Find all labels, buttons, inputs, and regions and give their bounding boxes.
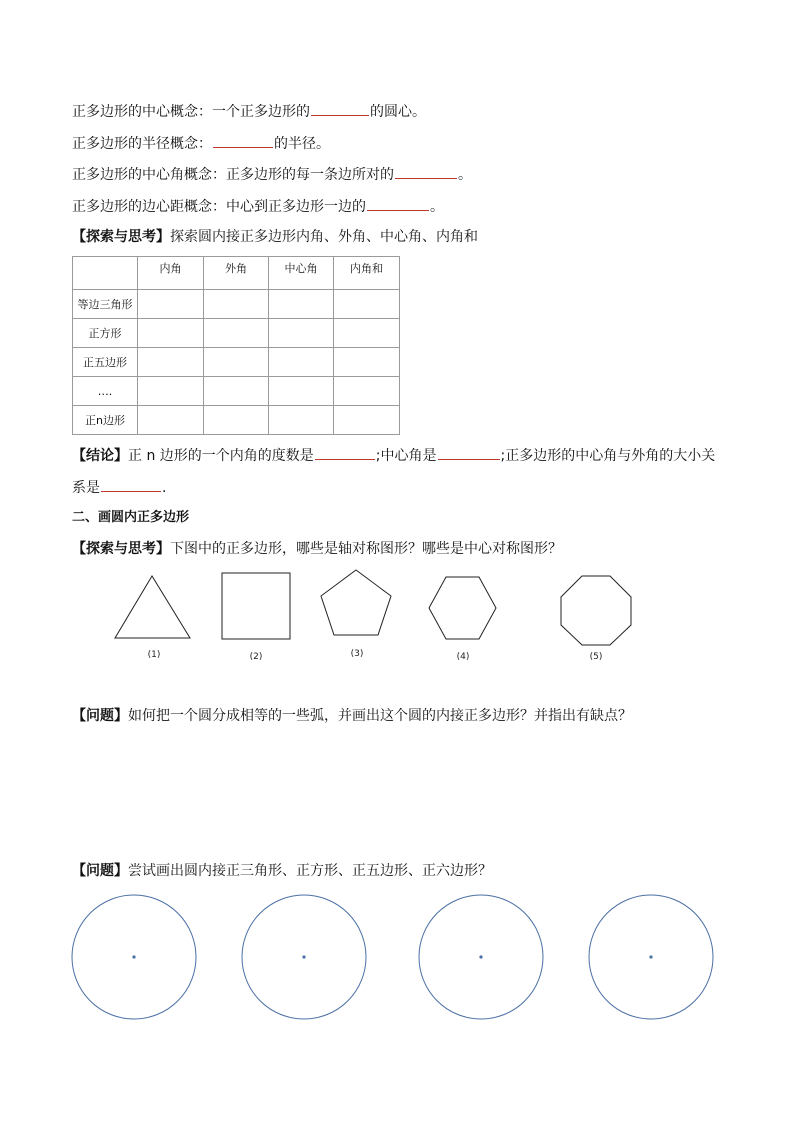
table-header-cell xyxy=(73,257,138,290)
blank-interior-angle[interactable] xyxy=(315,445,375,460)
conclusion-part2: ;中心角是 xyxy=(375,448,437,464)
concept-apothem-after: 。 xyxy=(430,199,444,215)
conclusion-tag: 【结论】 xyxy=(72,448,128,464)
concept-center-after: 的圆心。 xyxy=(370,104,426,120)
table-cell[interactable] xyxy=(138,290,204,319)
conclusion-part3: ;正多边形的中心角与外角的大小关 xyxy=(500,448,716,464)
table-row xyxy=(73,348,400,377)
caption-1: (1) xyxy=(147,650,161,660)
concept-apothem xyxy=(72,196,444,217)
question-text-1: 如何把一个圆分成相等的一些弧，并画出这个圆的内接正多边形？并指出有缺点？ xyxy=(128,708,632,724)
explore-heading-1 xyxy=(72,227,478,247)
blank-apothem[interactable] xyxy=(367,196,429,211)
table-cell[interactable] xyxy=(204,406,269,435)
circle-center-dot xyxy=(132,955,135,958)
table-cell[interactable] xyxy=(138,406,204,435)
concept-central-angle-before: 正多边形的中心角概念：正多边形的每一条边所对的 xyxy=(72,167,394,183)
table-cell[interactable] xyxy=(204,377,269,406)
table-cell[interactable] xyxy=(334,290,400,319)
table-cell[interactable] xyxy=(204,319,269,348)
conclusion-line-2 xyxy=(72,477,166,498)
explore-heading-2 xyxy=(72,539,562,559)
concept-center-before: 正多边形的中心概念：一个正多边形的 xyxy=(72,104,310,120)
angle-table xyxy=(72,256,400,435)
conclusion-part5: . xyxy=(162,480,167,496)
question-tag-1: 【问题】 xyxy=(72,708,128,724)
question-tag-2: 【问题】 xyxy=(72,863,128,879)
table-cell[interactable] xyxy=(138,319,204,348)
table-cell[interactable] xyxy=(138,348,204,377)
concept-center xyxy=(72,101,426,122)
blank-relation[interactable] xyxy=(101,477,161,492)
square-shape xyxy=(222,573,290,639)
explore-text-2: 下图中的正多边形，哪些是轴对称图形？哪些是中心对称图形？ xyxy=(170,541,562,557)
conclusion-part1: 正 n 边形的一个内角的度数是 xyxy=(128,448,314,464)
explore-tag-2: 【探索与思考】 xyxy=(72,541,170,557)
table-cell[interactable] xyxy=(138,377,204,406)
polygon-figures xyxy=(0,560,794,670)
question-2 xyxy=(72,861,492,881)
table-cell[interactable] xyxy=(204,348,269,377)
octagon-shape xyxy=(561,576,631,645)
table-header-row xyxy=(73,257,400,290)
concept-central-angle-after: 。 xyxy=(458,167,472,183)
table-cell[interactable] xyxy=(204,290,269,319)
table-cell[interactable] xyxy=(334,319,400,348)
circle-center-dot xyxy=(479,955,482,958)
circle-center-dot xyxy=(302,955,305,958)
table-header-cell: 中心角 xyxy=(269,257,334,290)
question-1 xyxy=(72,706,632,726)
conclusion-line-1 xyxy=(72,445,715,466)
blank-central-angle[interactable] xyxy=(395,164,457,179)
concept-radius xyxy=(72,133,330,154)
explore-text-1: 探索圆内接正多边形内角、外角、中心角、内角和 xyxy=(170,229,478,245)
table-cell[interactable] xyxy=(269,290,334,319)
table-cell[interactable] xyxy=(269,377,334,406)
table-cell[interactable] xyxy=(269,319,334,348)
explore-tag-1: 【探索与思考】 xyxy=(72,229,170,245)
table-row-label: 等边三角形 xyxy=(73,290,138,319)
table-row-label: 正方形 xyxy=(73,319,138,348)
blank-radius[interactable] xyxy=(213,133,273,148)
table-row-label: 正n边形 xyxy=(73,406,138,435)
caption-5: (5) xyxy=(589,652,603,662)
concept-radius-after: 的半径。 xyxy=(274,136,330,152)
blank-center[interactable] xyxy=(311,101,369,116)
table-header-cell: 内角 xyxy=(138,257,204,290)
table-cell[interactable] xyxy=(269,348,334,377)
caption-2: (2) xyxy=(249,652,263,662)
caption-3: (3) xyxy=(350,649,364,659)
triangle-shape xyxy=(115,576,190,638)
concept-apothem-before: 正多边形的边心距概念：中心到正多边形一边的 xyxy=(72,199,366,215)
table-row-label: 正五边形 xyxy=(73,348,138,377)
table-row xyxy=(73,319,400,348)
table-row xyxy=(73,406,400,435)
caption-4: (4) xyxy=(456,652,470,662)
table-row xyxy=(73,290,400,319)
table-cell[interactable] xyxy=(334,348,400,377)
question-text-2: 尝试画出圆内接正三角形、正方形、正五边形、正六边形？ xyxy=(128,863,492,879)
table-cell[interactable] xyxy=(334,406,400,435)
concept-central-angle xyxy=(72,164,472,185)
circle-center-dot xyxy=(649,955,652,958)
table-cell[interactable] xyxy=(334,377,400,406)
hexagon-shape xyxy=(429,577,496,639)
table-header-cell: 外角 xyxy=(204,257,269,290)
table-row-label: …. xyxy=(73,377,138,406)
concept-radius-before: 正多边形的半径概念： xyxy=(72,136,212,152)
table-header-cell: 内角和 xyxy=(334,257,400,290)
conclusion-part4: 系是 xyxy=(72,480,100,496)
section-title: 二、画圆内正多边形 xyxy=(72,510,190,525)
drawing-circles xyxy=(0,885,794,1035)
pentagon-shape xyxy=(321,570,391,635)
table-row xyxy=(73,377,400,406)
blank-central-angle-value[interactable] xyxy=(438,445,500,460)
table-cell[interactable] xyxy=(269,406,334,435)
